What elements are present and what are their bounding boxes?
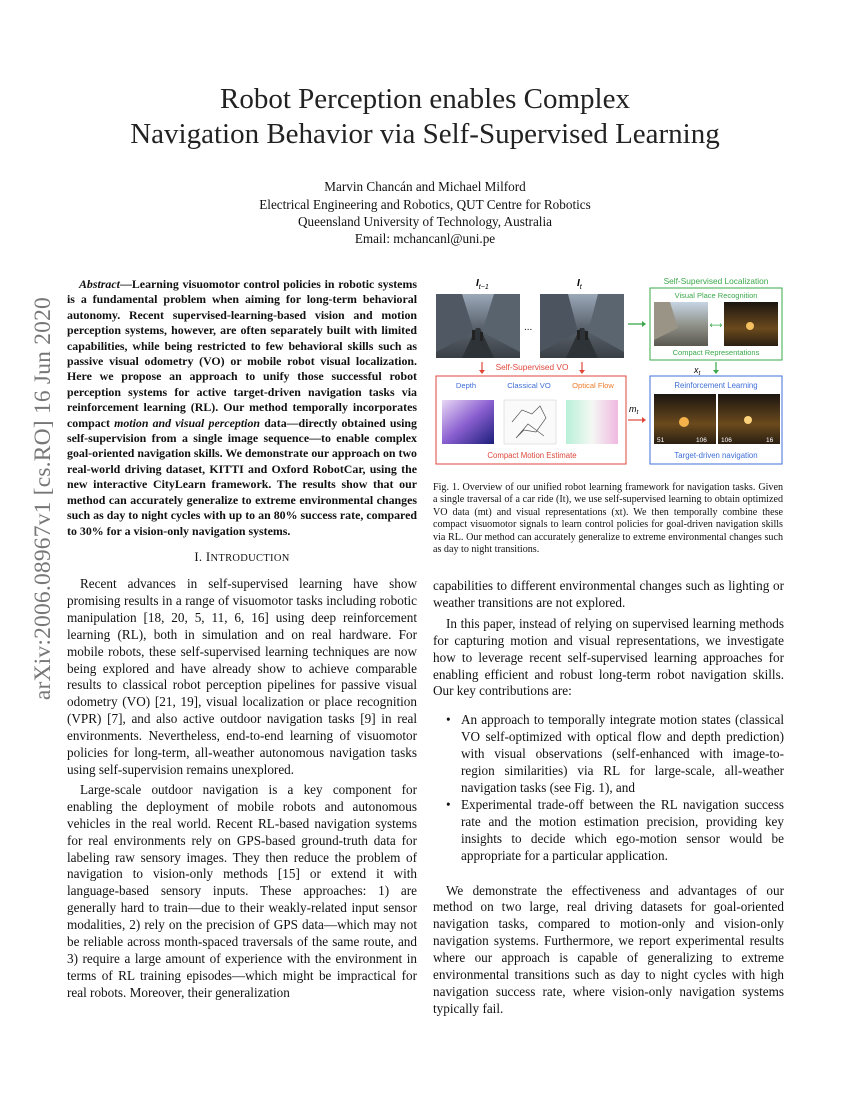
figure-1-caption: Fig. 1. Overview of our unified robot learning framework for navigation tasks. Given a single traversal of a car ride (It), we use self-supervised learning to obtain optimized VO data (mt) and visual representations (xt). We then temporally combine these compact visuomotor signals to learn control policies for goal-driven navigation skills via RL. Our method can accurately generalize to extreme environmental changes such as day to night transitions.: [433, 482, 783, 556]
authors: Marvin Chancán and Michael Milford: [324, 179, 526, 194]
contribution-1-text: An approach to temporally integrate motion states (classical VO self-optimized with optical flow and depth prediction) with visual observations (self-enhanced with image-to-region similarities) via RL for large-scale, all-weather navigation tasks (see Fig. 1), and: [461, 712, 784, 795]
abstract-text-2: data—directly obtained using self-supervision from a single image sequence—to enable complex goal-oriented navigation skills. We demonstrate our approach on two real-world driving dataset, KITTI and Oxford RobotCar, using the new interactive CityLearn framework. The results show that our method can accurately generalize to extreme environmental changes such as day to night cycles with up to an 80% success rate, compared to 30% for a vision-only navigation systems.: [67, 415, 417, 538]
bullet-icon: •: [446, 796, 451, 812]
affiliation-line-2: Queensland University of Technology, Australia: [298, 214, 552, 229]
paper-title: [40, 82, 810, 152]
arrow-down-vo-left-head: [479, 370, 485, 374]
abstract-italic: motion and visual perception: [114, 415, 261, 430]
svg-text:106: 106: [721, 437, 732, 444]
ssl-match-arrow: ⟷: [709, 320, 723, 330]
author-block: [40, 178, 810, 247]
nav-image-right: [718, 394, 780, 444]
contribution-2: [433, 797, 784, 865]
section-title-first: I: [205, 550, 211, 564]
arrow-down-x-head: [713, 370, 719, 374]
vo-trajectory-image: [504, 400, 556, 444]
input-image-prev: [436, 294, 520, 358]
paper-title-line-2: Navigation Behavior via Self-Supervised Learning: [130, 118, 720, 150]
right-paragraph-1: capabilities to different environmental changes such as lighting or weather transitions are not explored.: [433, 578, 784, 610]
figure-1-diagram: [432, 272, 784, 468]
right-paragraph-2: In this paper, instead of relying on supervised learning methods for capturing motion and visual representations, we investigate how to leverage recent self-supervised learning approaches for enabling efficient and robust long-term robot navigation skills. Our key contributions are:: [433, 615, 784, 699]
svg-text:16: 16: [766, 437, 774, 444]
email: Email: mchancanl@uni.pe: [354, 231, 496, 246]
right-paragraph-3: We demonstrate the effectiveness and advantages of our method on two large, real driving datasets for goal-oriented navigation tasks, compared to motion-only and vision-only navigation systems. Furthermore, we report experimental results where our approach is capable of generalizing to extreme environmental transitions such as day to night cycles with high navigation success rate, where vision-only navigation systems typically fail.: [433, 882, 784, 1016]
compact-reps-label: Compact Representations: [672, 348, 760, 357]
svg-text:51: 51: [657, 437, 665, 444]
contribution-2-text: Experimental trade-off between the RL navigation success rate and the motion estimation precision, providing key insights to decide which ego-motion sensor would be appropriate for a particular application.: [461, 796, 784, 863]
affiliation-line-1: Electrical Engineering and Robotics, QUT Centre for Robotics: [259, 197, 591, 212]
vpr-label: Visual Place Recognition: [674, 291, 758, 300]
ssl-day-image: [654, 302, 708, 346]
target-nav-label: Target-driven navigation: [674, 451, 758, 460]
depth-label: Depth: [455, 381, 477, 390]
nav-image-left: [654, 394, 716, 444]
depth-image: [442, 400, 494, 444]
label-image-t: $I_t$: [577, 278, 582, 291]
right-column-body: [433, 578, 784, 1018]
svg-text:106: 106: [696, 437, 707, 444]
bullet-icon: •: [446, 712, 451, 728]
section-numeral: I.: [194, 550, 206, 564]
input-image-t: [540, 294, 624, 358]
optical-flow-label: Optical Flow: [572, 381, 614, 390]
arrow-down-vo-right-head: [579, 370, 585, 374]
contribution-1: [433, 712, 784, 797]
arrow-to-localization-head: [642, 321, 646, 327]
compact-motion-label: Compact Motion Estimate: [487, 451, 577, 460]
contributions-list: [433, 712, 784, 864]
classical-vo-label: Classical VO: [507, 381, 551, 390]
ellipsis: ...: [524, 322, 533, 333]
abstract-label: Abstract: [79, 277, 120, 291]
ssl-night-image: [724, 302, 778, 346]
figure-1: [432, 272, 784, 468]
ssl-title: Self-Supervised Localization: [663, 276, 769, 286]
intro-paragraph-1: Recent advances in self-supervised learning have show promising results in a range of visuomotor tasks including robotic manipulation [18, 20, 5, 11, 6, 16] using deep reinforcement learning (RL), both in simulation and on real hardware. For mobile robots, these self-supervised learning techniques are now being explored and have already show to achieve comparable results to classical robot perception pipelines for passive visual odometry (VO) [21, 19], visual localization or place recognition (VPR) [7], and also active outdoor navigation tasks [9] in real environments. Nevertheless, end-to-end learning of visuomotor policies for long-term, all-weather autonomous navigation tasks using self-supervision remains unexplored.: [67, 576, 417, 777]
paper-title-line-1: Robot Perception enables Complex: [220, 83, 630, 115]
intro-paragraph-2: Large-scale outdoor navigation is a key component for enabling the deployment of mobile robots and autonomous vehicles in the real world. Recent RL-based navigation systems for real environments rely on GPS-based ground-truth data for labeling raw sensory images. They then reduce the problem of navigation to vision-only methods [15] or extend it with language-based sensory inputs. These approaches: 1) are generally hard to train—due to their weakly-related input sensor modalities, 2) rely on the precision of GPS data—which may not be reliable across month-spaced traversals of the same route, and 3) require a large amount of experience with the environment in terms of RL training episodes—which might be impractical for real robots. Moreover, their generalization: [67, 781, 417, 1000]
section-heading-introduction: [67, 550, 417, 565]
abstract: [67, 277, 417, 539]
rl-label: Reinforcement Learning: [674, 381, 758, 390]
arxiv-identifier: arXiv:2006.08967v1 [cs.RO] 16 Jun 2020: [30, 297, 56, 701]
section-title-rest: NTRODUCTION: [210, 553, 290, 564]
ssvo-label: Self-Supervised VO: [495, 362, 569, 372]
label-image-prev: $I_{t-1}$: [476, 278, 489, 291]
label-x-t: $x_t$: [694, 365, 701, 377]
left-column-body: [67, 576, 417, 1002]
arrow-to-rl-head: [642, 417, 646, 423]
optical-flow-image: [566, 400, 618, 444]
label-m-t: $m_t$: [629, 404, 639, 416]
abstract-text-1: —Learning visuomotor control policies in robotic systems is a fundamental problem when aiming for long-term behavioral autonomy. Recent supervised-learning-based vision and motion perception systems, however, are often separately built with limited capabilities, while being restricted to few behavioral skills such as passive visual odometry (VO) or mobile robot visual localization. Here we propose an approach to unify those successful robot perception systems for active target-driven navigation tasks via reinforcement learning (RL). Our method temporally incorporates compact: [67, 277, 417, 430]
